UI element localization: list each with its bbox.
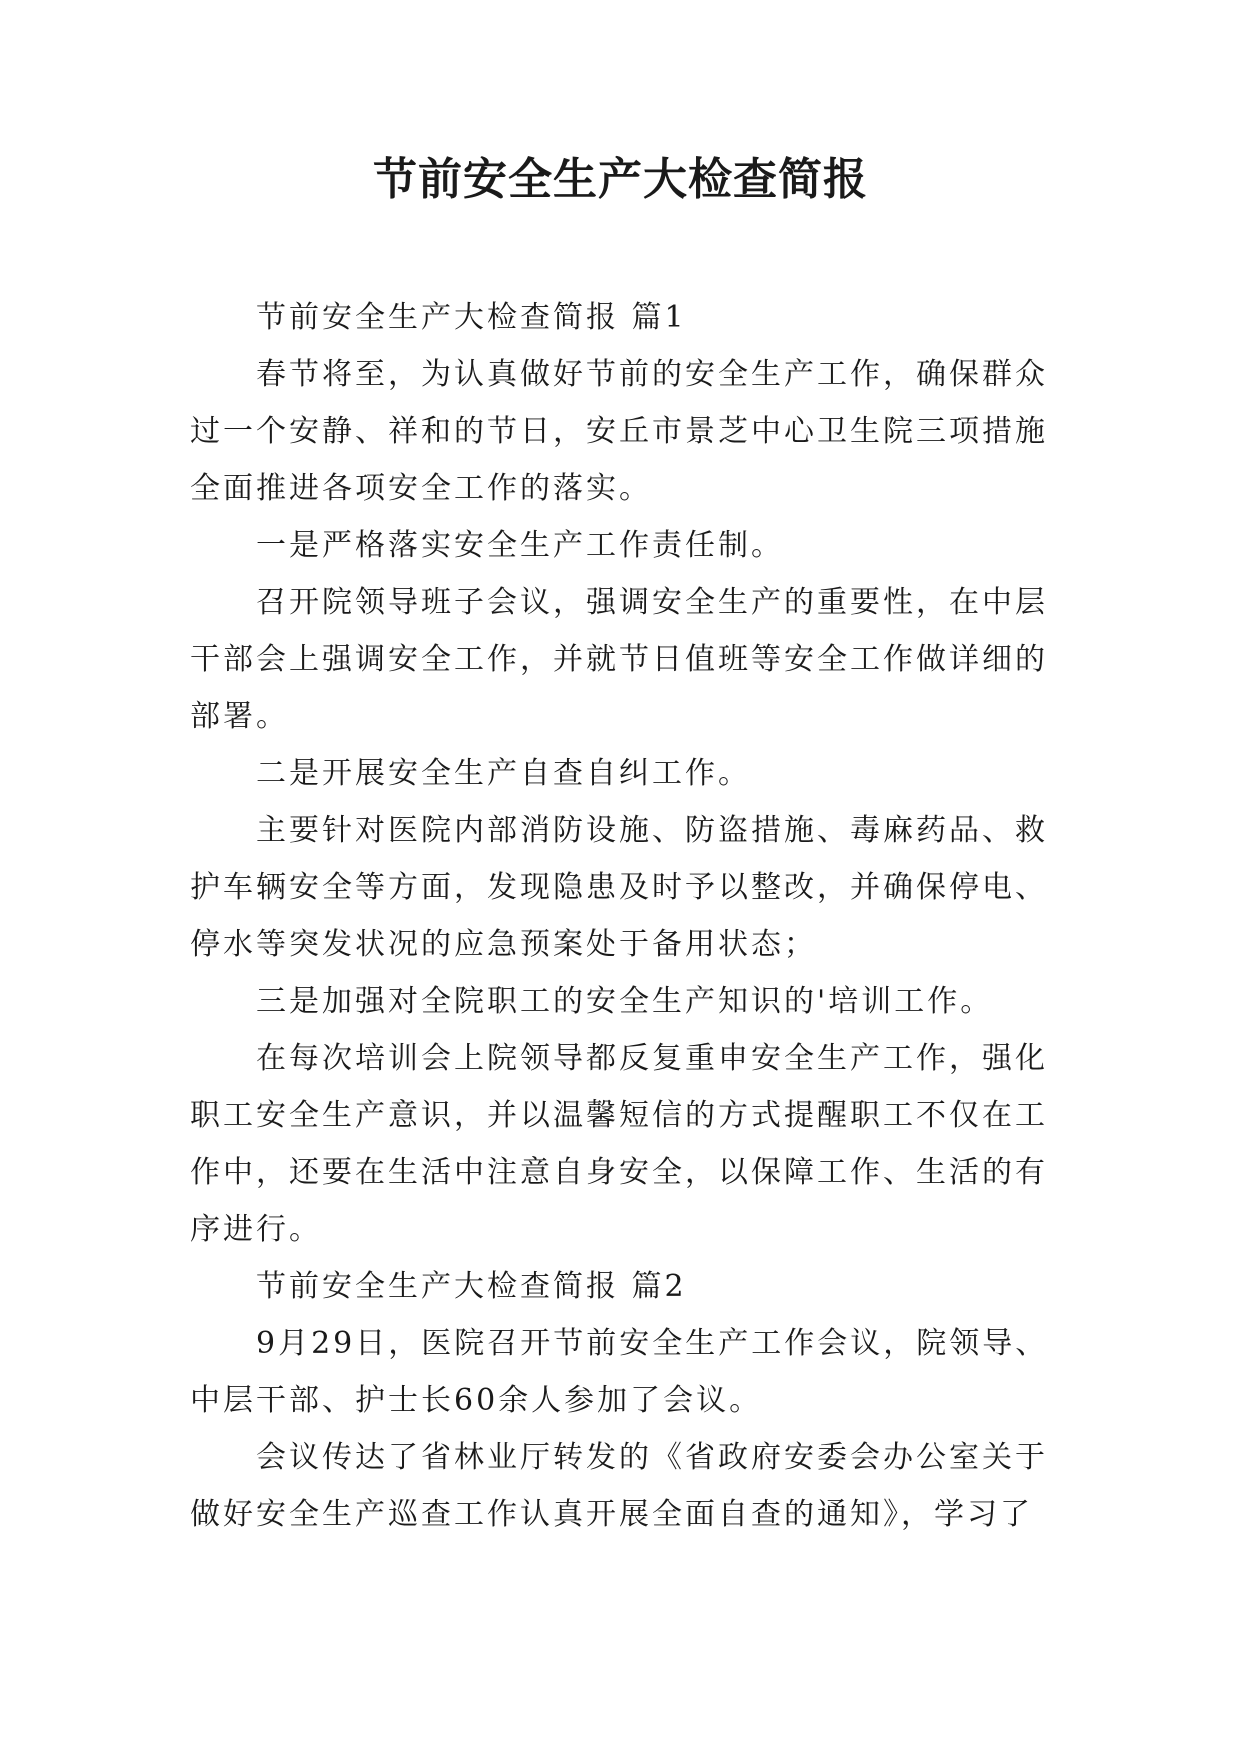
paragraph: 召开院领导班子会议，强调安全生产的重要性，在中层干部会上强调安全工作，并就节日值班等安全工作做详细的部署。 [190,585,1048,734]
paragraph: 三是加强对全院职工的安全生产知识的'培训工作。 [256,984,994,1019]
section-heading-2: 节前安全生产大检查简报 篇2 [256,1269,687,1304]
paragraph: 春节将至，为认真做好节前的安全生产工作，确保群众过一个安静、祥和的节日，安丘市景芝中心卫生院三项措施全面推进各项安全工作的落实。 [190,357,1048,506]
paragraph: 一是严格落实安全生产工作责任制。 [256,528,784,563]
paragraph: 二是开展安全生产自查自纠工作。 [256,756,751,791]
paragraph: 9月29日，医院召开节前安全生产工作会议，院领导、中层干部、护士长60余人参加了会议。 [190,1326,1049,1418]
document-body [190,289,1075,1543]
paragraph: 会议传达了省林业厅转发的《省政府安委会办公室关于做好安全生产巡查工作认真开展全面自查的通知》，学习了 [190,1440,1048,1532]
paragraph: 主要针对医院内部消防设施、防盗措施、毒麻药品、救护车辆安全等方面，发现隐患及时予以整改，并确保停电、停水等突发状况的应急预案处于备用状态； [190,813,1048,962]
section-heading-1: 节前安全生产大检查简报 篇1 [256,300,687,335]
document-title: 节前安全生产大检查简报 [373,154,868,205]
paragraph: 在每次培训会上院领导都反复重申安全生产工作，强化职工安全生产意识，并以温馨短信的方式提醒职工不仅在工作中，还要在生活中注意自身安全，以保障工作、生活的有序进行。 [190,1041,1048,1247]
